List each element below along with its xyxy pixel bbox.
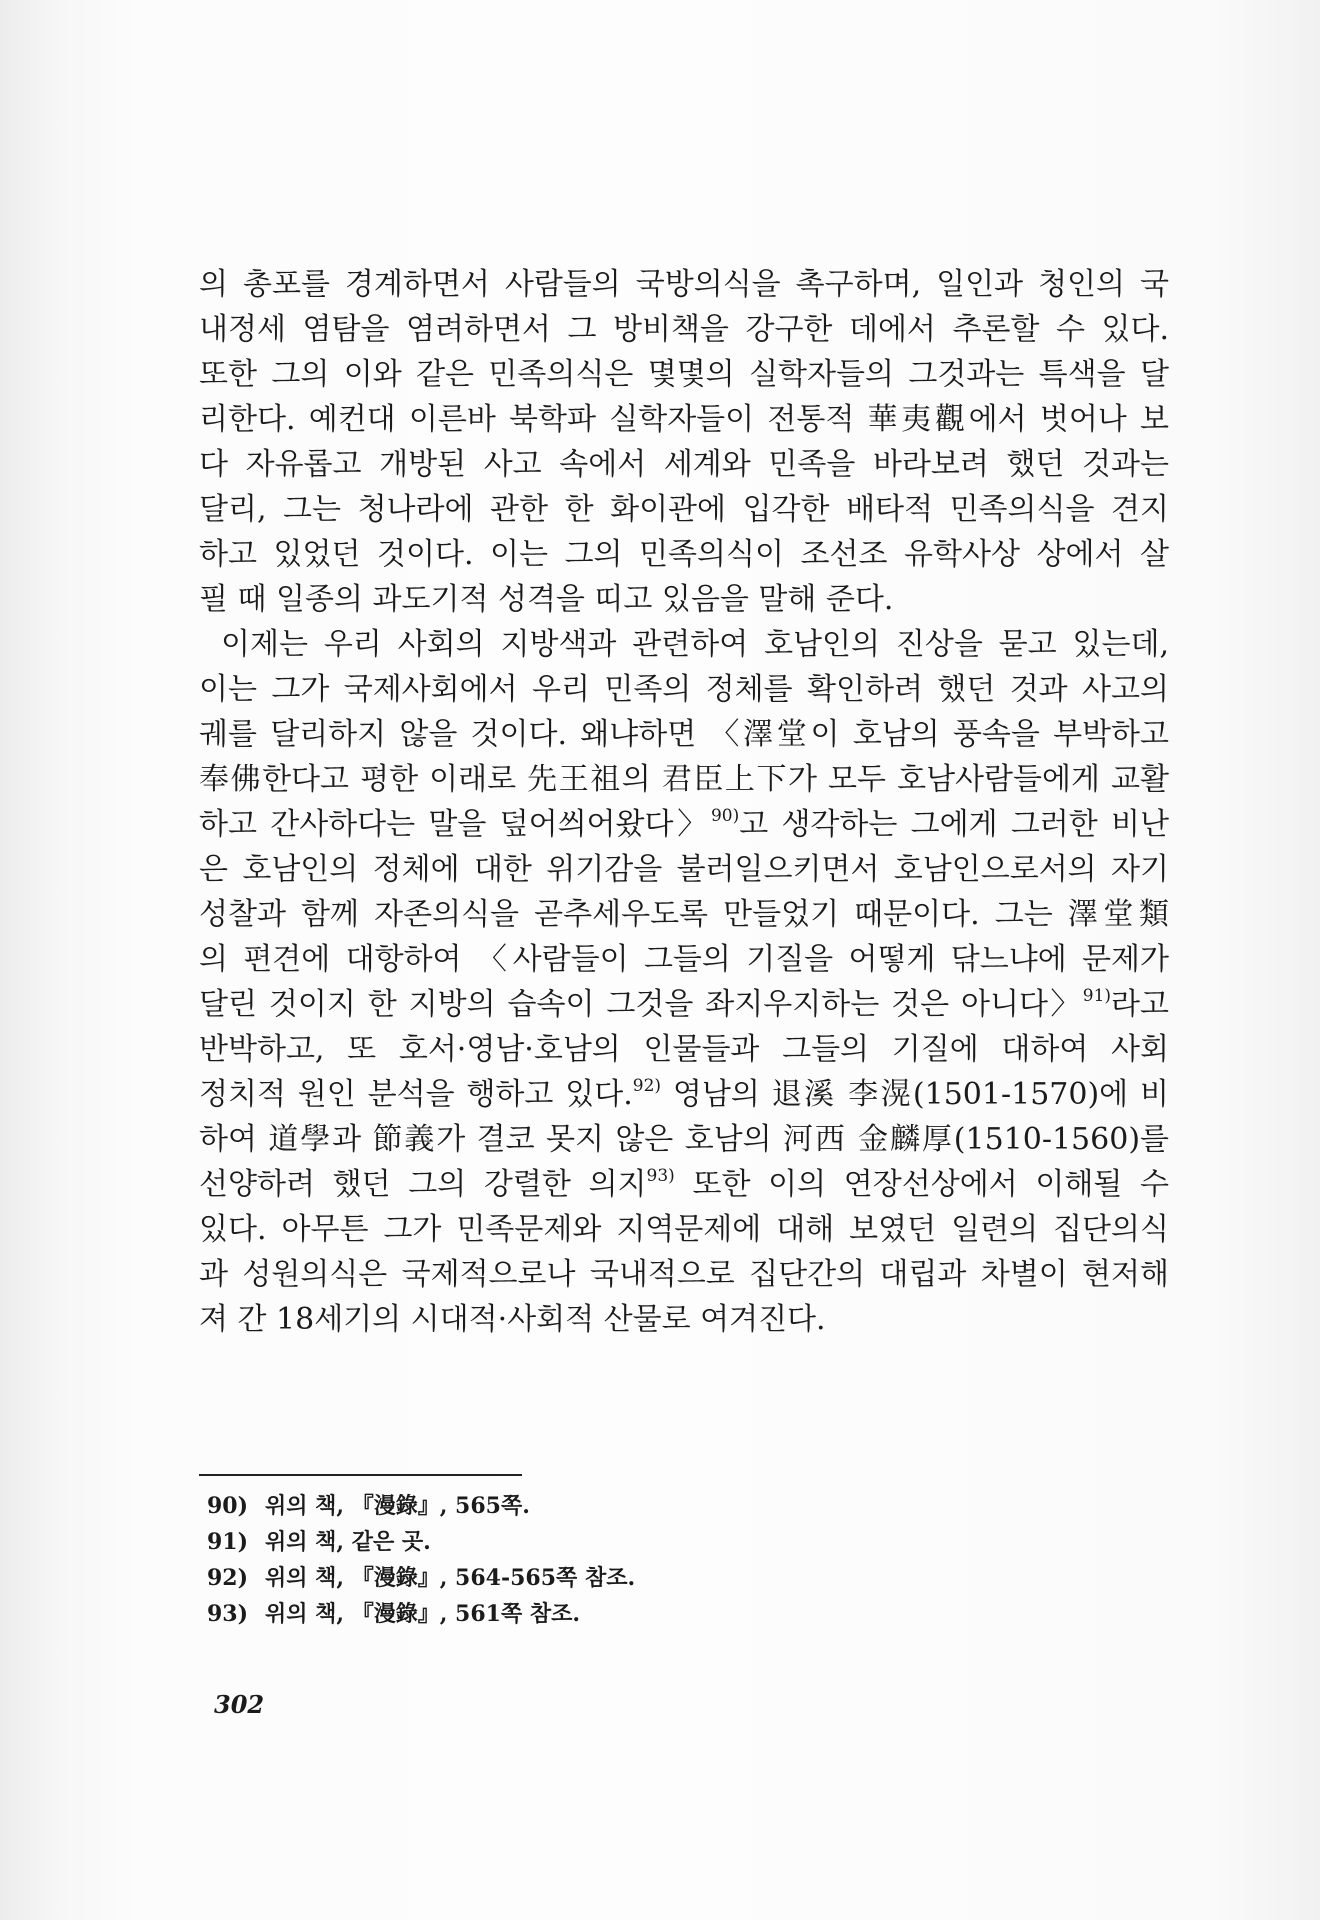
- text-line: 의 총포를 경계하면서 사람들의 국방의식을 촉구하며, 일인과 청인의 국: [199, 267, 1169, 302]
- text-line: 이는 그가 국제사회에서 우리 민족의 정체를 확인하려 했던 것과 사고의: [199, 672, 1169, 707]
- text-line: [199, 982, 1169, 1027]
- text-segment: 고 생각하는 그에게 그러한 비난: [739, 807, 1169, 842]
- paragraph-start-line: 이제는 우리 사회의 지방색과 관련하여 호남인의 진상을 묻고 있는데,: [221, 627, 1169, 662]
- text-line: 다 자유롭고 개방된 사고 속에서 세계와 민족을 바라보려 했던 것과는: [199, 447, 1169, 482]
- text-line: 필 때 일종의 과도기적 성격을 띠고 있음을 말해 준다.: [199, 582, 894, 617]
- page-number: 302: [214, 1690, 265, 1719]
- footnote-number: 92): [207, 1565, 249, 1591]
- footnote-92: [207, 1560, 635, 1596]
- footnote-90: [207, 1488, 635, 1524]
- text-line: 성찰과 함께 자존의식을 곧추세우도록 만들었기 때문이다. 그는 澤堂類: [199, 897, 1169, 932]
- footnote-ref-91: 91): [1082, 986, 1112, 1006]
- footnote-91: [207, 1524, 635, 1560]
- footnote-ref-92: 92): [632, 1076, 662, 1096]
- text-line: 궤를 달리하지 않을 것이다. 왜냐하면 〈澤堂이 호남의 풍속을 부박하고: [199, 717, 1169, 752]
- text-line: 반박하고, 또 호서·영남·호남의 인물들과 그들의 기질에 대하여 사회: [199, 1032, 1169, 1067]
- text-line: 져 간 18세기의 시대적·사회적 산물로 여겨진다.: [199, 1302, 826, 1337]
- body-text: [199, 262, 1169, 1342]
- text-line: 의 편견에 대항하여 〈사람들이 그들의 기질을 어떻게 닦느냐에 문제가: [199, 942, 1169, 977]
- footnote-divider: [199, 1474, 522, 1476]
- footnote-ref-93: 93): [646, 1166, 675, 1186]
- text-segment: 또한 이의 연장선상에서 이해될 수: [674, 1167, 1169, 1202]
- text-line: 내정세 염탐을 염려하면서 그 방비책을 강구한 데에서 추론할 수 있다.: [199, 312, 1169, 347]
- footnotes: [207, 1488, 635, 1632]
- footnote-text: 위의 책, 같은 곳.: [265, 1529, 431, 1555]
- text-segment: 달린 것이지 한 지방의 습속이 그것을 좌지우지하는 것은 아니다〉: [199, 987, 1083, 1022]
- text-segment: 하고 간사하다는 말을 덮어씌어왔다〉: [199, 807, 711, 842]
- text-line: 하여 道學과 節義가 결코 못지 않은 호남의 河西 金麟厚(1510-1560)를: [199, 1122, 1169, 1157]
- text-line: 리한다. 예컨대 이른바 북학파 실학자들이 전통적 華夷觀에서 벗어나 보: [199, 402, 1169, 437]
- footnote-93: [207, 1596, 635, 1632]
- footnote-text: 위의 책, 『漫錄』, 564-565쪽 참조.: [265, 1565, 636, 1591]
- footnote-number: 90): [207, 1493, 249, 1519]
- footnote-text: 위의 책, 『漫錄』, 561쪽 참조.: [265, 1601, 581, 1627]
- text-line: 달리, 그는 청나라에 관한 한 화이관에 입각한 배타적 민족의식을 견지: [199, 492, 1169, 527]
- text-line: [199, 1072, 1169, 1117]
- text-line: [199, 1162, 1169, 1207]
- footnote-number: 91): [207, 1529, 249, 1555]
- text-line: 하고 있었던 것이다. 이는 그의 민족의식이 조선조 유학사상 상에서 살: [199, 537, 1169, 572]
- footnote-number: 93): [207, 1601, 249, 1627]
- text-line: 과 성원의식은 국제적으로나 국내적으로 집단간의 대립과 차별이 현저해: [199, 1257, 1169, 1292]
- text-segment: 라고: [1111, 987, 1169, 1022]
- text-segment: 영남의 退溪 李滉(1501-1570)에 비: [661, 1077, 1169, 1112]
- text-segment: 선양하려 했던 그의 강렬한 의지: [199, 1167, 647, 1202]
- text-line: 또한 그의 이와 같은 민족의식은 몇몇의 실학자들의 그것과는 특색을 달: [199, 357, 1169, 392]
- text-line: [199, 802, 1169, 847]
- text-line: 奉佛한다고 평한 이래로 先王祖의 君臣上下가 모두 호남사람들에게 교활: [199, 762, 1169, 797]
- text-line: 은 호남인의 정체에 대한 위기감을 불러일으키면서 호남인으로서의 자기: [199, 852, 1169, 887]
- text-segment: 정치적 원인 분석을 행하고 있다.: [199, 1077, 633, 1112]
- footnote-ref-90: 90): [710, 806, 740, 826]
- text-line: 있다. 아무튼 그가 민족문제와 지역문제에 대해 보였던 일련의 집단의식: [199, 1212, 1169, 1247]
- footnote-text: 위의 책, 『漫錄』, 565쪽.: [265, 1493, 530, 1519]
